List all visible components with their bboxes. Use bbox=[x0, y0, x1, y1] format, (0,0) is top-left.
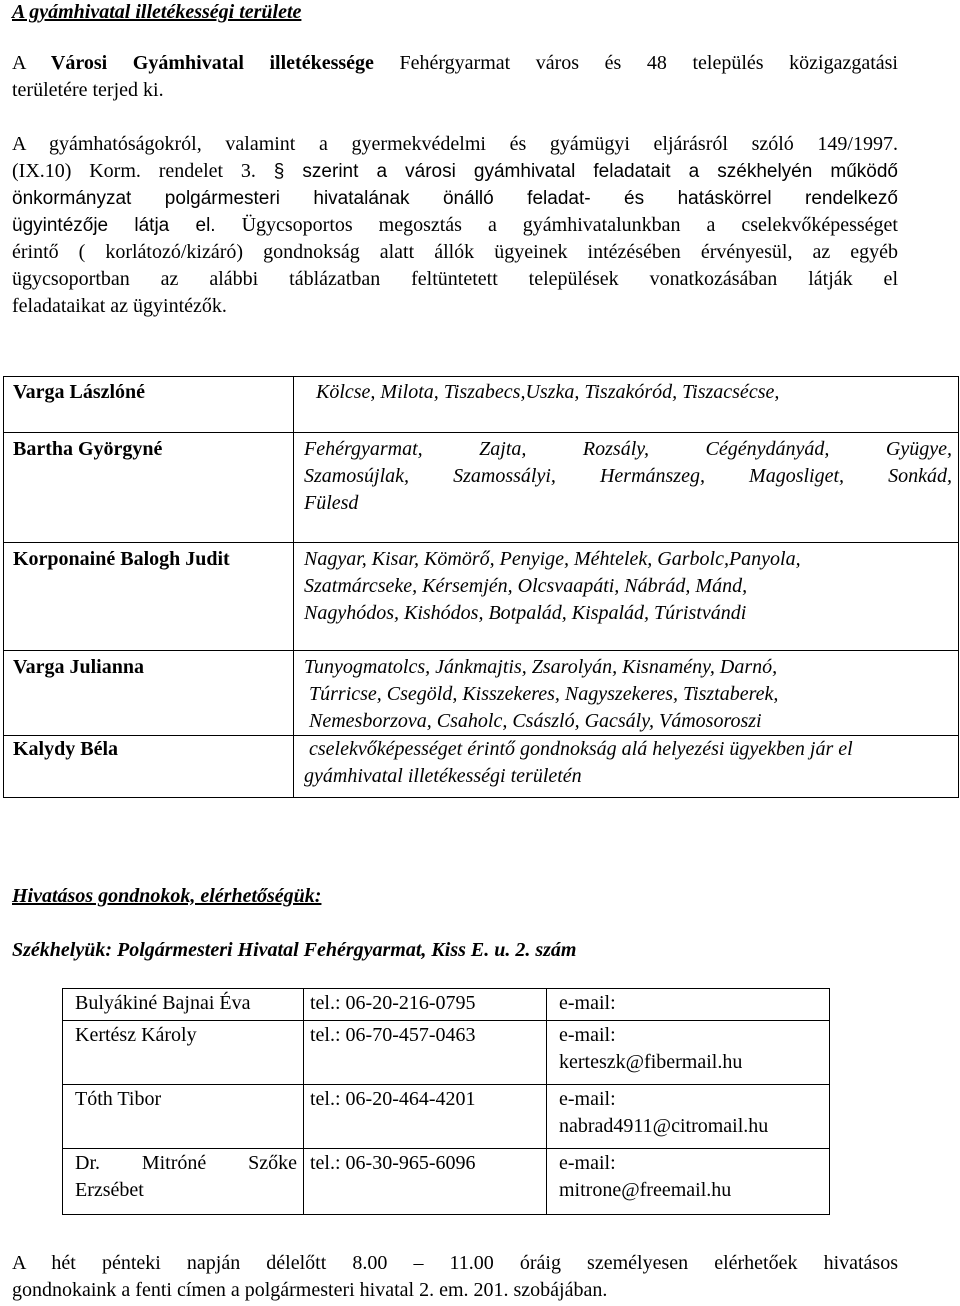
staff-row bbox=[4, 736, 959, 798]
contact-name: Dr. Mitróné Szőke Erzsébet bbox=[63, 1149, 304, 1215]
seat-heading: Székhelyük: Polgármesteri Hivatal Fehérgyarmat, Kiss E. u. 2. szám bbox=[12, 939, 577, 961]
staff-area: cselekvőképességet érintő gondnokság alá helyezési ügyekben jár el gyámhivatal illetékességi területén bbox=[294, 736, 959, 798]
reg-line-7: feladataikat az ügyintézők. bbox=[12, 295, 227, 317]
guardians-heading: Hivatásos gondnokok, elérhetőségük: bbox=[12, 885, 322, 907]
contact-row bbox=[63, 1149, 830, 1215]
reg-line-4: ügyintézője látja el. Ügycsoportos megosztás a gyámhivatalunkban a cselekvőképességet bbox=[12, 214, 898, 236]
contact-row bbox=[63, 1085, 830, 1149]
staff-name: Varga Julianna bbox=[4, 651, 294, 736]
email-link[interactable]: mitrone@freemail.hu bbox=[559, 1179, 732, 1201]
intro-line-2: területére terjed ki. bbox=[12, 79, 164, 101]
page-heading: A gyámhivatal illetékességi területe bbox=[12, 1, 302, 23]
reg-line-3: önkormányzat polgármesteri hivatalának önálló feladat- és hatáskörrel rendelkező bbox=[12, 188, 898, 209]
contact-phone: tel.: 06-70-457-0463 bbox=[304, 1021, 547, 1085]
intro-line-1: A Városi Gyámhivatal illetékessége Fehérgyarmat város és 48 település közigazgatási bbox=[12, 52, 898, 74]
staff-name: Varga Lászlóné bbox=[4, 377, 294, 433]
contact-phone: tel.: 06-30-965-6096 bbox=[304, 1149, 547, 1215]
closing-line-2: gondnokaink a fenti címen a polgármesteri hivatal 2. em. 201. szobájában. bbox=[12, 1279, 608, 1301]
reg-line-5: érintő ( korlátozó/kizáró) gondnokság alatt állók ügyeinek intézésében érvényesül, az egyéb bbox=[12, 241, 898, 263]
staff-name: Korponainé Balogh Judit bbox=[4, 543, 294, 651]
closing-line-1: A hét pénteki napján délelőtt 8.00 – 11.00 óráig személyesen elérhetőek hivatásos bbox=[12, 1252, 898, 1274]
staff-area: Nagyar, Kisar, Kömörő, Penyige, Méhtelek, Garbolc,Panyola, Szatmárcseke, Kérsemjén, Olcsvaapáti, Nábrád, Mánd, Nagyhódos, Kishódos, Botpalád, Kispalád, Túristvándi bbox=[294, 543, 959, 651]
contact-phone: tel.: 06-20-464-4201 bbox=[304, 1085, 547, 1149]
regulation-paragraph bbox=[12, 131, 898, 320]
staff-row bbox=[4, 651, 959, 736]
staff-row bbox=[4, 433, 959, 543]
office-name: Városi Gyámhivatal illetékessége bbox=[50, 52, 374, 74]
staff-table bbox=[3, 376, 959, 798]
staff-area: Kölcse, Milota, Tiszabecs,Uszka, Tiszakóród, Tiszacsécse, bbox=[294, 377, 959, 433]
closing-paragraph bbox=[12, 1250, 898, 1304]
contact-phone: tel.: 06-20-216-0795 bbox=[304, 989, 547, 1021]
contact-name: Bulyákiné Bajnai Éva bbox=[63, 989, 304, 1021]
contact-row bbox=[63, 989, 830, 1021]
email-link[interactable]: kerteszk@fibermail.hu bbox=[559, 1051, 743, 1073]
contact-email: e-mail: kerteszk@fibermail.hu bbox=[547, 1021, 830, 1085]
contact-name: Tóth Tibor bbox=[63, 1085, 304, 1149]
staff-area: Fehérgyarmat, Zajta, Rozsály, Cégénydányád, Gyügye, Szamosújlak, Szamossályi, Hermánszeg, Magosliget, Sonkád, Fülesd bbox=[294, 433, 959, 543]
contact-email: e-mail: nabrad4911@citromail.hu bbox=[547, 1085, 830, 1149]
contacts-table bbox=[62, 988, 830, 1215]
reg-line-1: A gyámhatóságokról, valamint a gyermekvédelmi és gyámügyi eljárásról szóló 149/1997. bbox=[12, 133, 898, 155]
reg-line-2: (IX.10) Korm. rendelet 3. § szerint a városi gyámhivatal feladatait a székhelyén működő bbox=[12, 160, 898, 182]
contact-row bbox=[63, 1021, 830, 1085]
contact-email: e-mail: bbox=[547, 989, 830, 1021]
intro-paragraph bbox=[12, 50, 898, 104]
staff-row bbox=[4, 543, 959, 651]
contact-email: e-mail: mitrone@freemail.hu bbox=[547, 1149, 830, 1215]
staff-name: Bartha Györgyné bbox=[4, 433, 294, 543]
staff-row bbox=[4, 377, 959, 433]
contact-name: Kertész Károly bbox=[63, 1021, 304, 1085]
staff-area: Tunyogmatolcs, Jánkmajtis, Zsarolyán, Kisnamény, Darnó, Túrricse, Csegöld, Kisszekeres, Nagyszekeres, Tisztaberek, Nemesborzova, Csaholc, Császló, Gacsály, Vámosoroszi bbox=[294, 651, 959, 736]
staff-name: Kalydy Béla bbox=[4, 736, 294, 798]
reg-line-6: ügycsoportban az alábbi táblázatban feltüntetett települések vonatkozásában látják el bbox=[12, 268, 898, 290]
email-link[interactable]: nabrad4911@citromail.hu bbox=[559, 1115, 769, 1137]
